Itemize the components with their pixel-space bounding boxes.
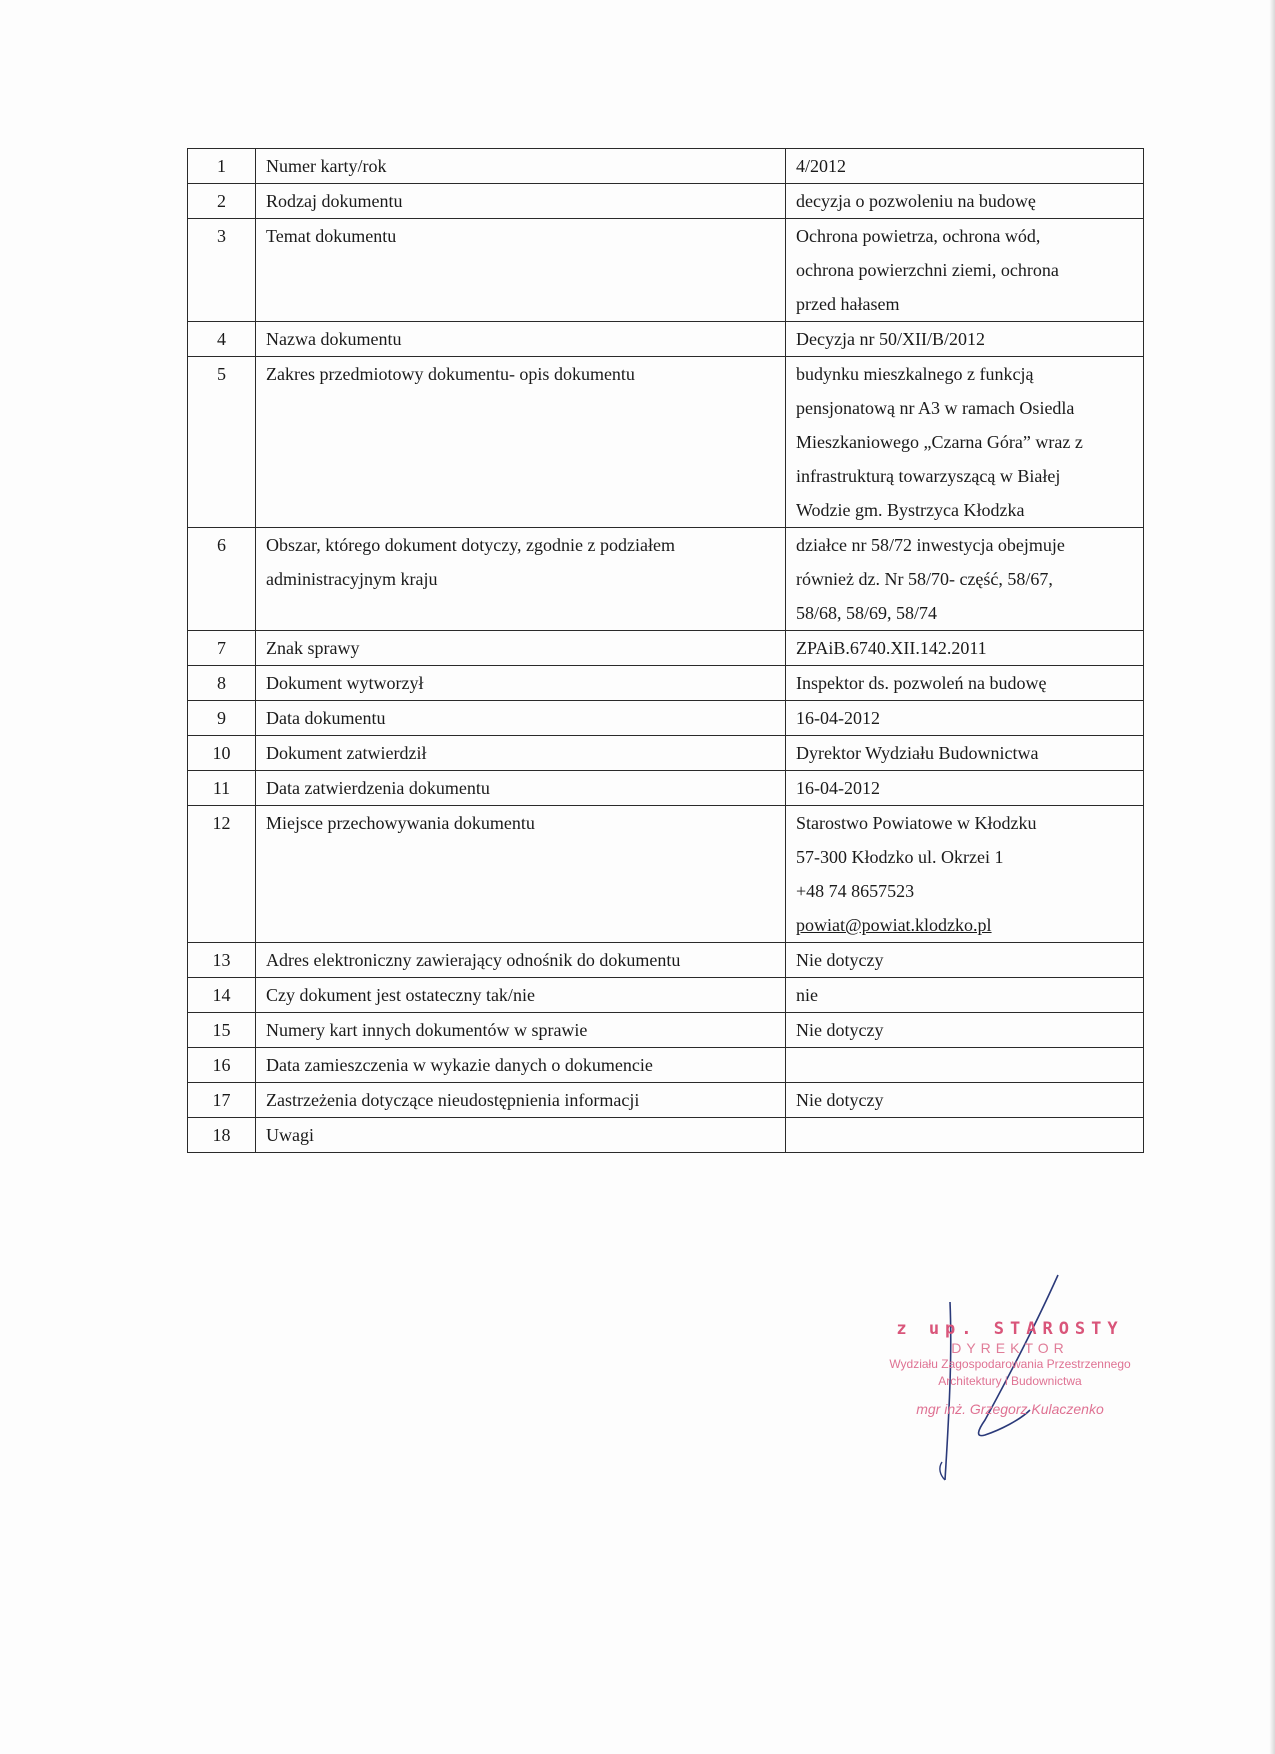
row-label: Data zatwierdzenia dokumentu <box>256 771 786 806</box>
row-value-line: Wodzie gm. Bystrzyca Kłodzka <box>796 500 1025 520</box>
scan-edge-shadow <box>1269 0 1275 1754</box>
row-value-line: Starostwo Powiatowe w Kłodzku <box>796 813 1037 833</box>
row-value <box>786 666 1144 701</box>
table-row <box>188 806 1144 943</box>
row-label: Miejsce przechowywania dokumentu <box>256 806 786 943</box>
row-number: 5 <box>188 357 256 528</box>
row-number: 14 <box>188 978 256 1013</box>
row-value-line: 16-04-2012 <box>796 778 880 798</box>
row-label: Zakres przedmiotowy dokumentu- opis dokumentu <box>256 357 786 528</box>
table-row <box>188 943 1144 978</box>
row-value <box>786 943 1144 978</box>
row-label: Obszar, którego dokument dotyczy, zgodnie z podziałem administracyjnym kraju <box>256 528 786 631</box>
row-number: 12 <box>188 806 256 943</box>
row-label: Dokument wytworzył <box>256 666 786 701</box>
row-value-line: infrastrukturą towarzyszącą w Białej <box>796 466 1061 486</box>
table-row <box>188 736 1144 771</box>
row-value-line: ZPAiB.6740.XII.142.2011 <box>796 638 987 658</box>
row-number: 15 <box>188 1013 256 1048</box>
row-number: 3 <box>188 219 256 322</box>
table-row <box>188 701 1144 736</box>
table-row <box>188 149 1144 184</box>
row-number: 16 <box>188 1048 256 1083</box>
row-label: Znak sprawy <box>256 631 786 666</box>
row-value-line[interactable]: powiat@powiat.klodzko.pl <box>796 915 992 935</box>
row-label: Data dokumentu <box>256 701 786 736</box>
row-value-line: Inspektor ds. pozwoleń na budowę <box>796 673 1047 693</box>
row-value <box>786 149 1144 184</box>
row-number: 18 <box>188 1118 256 1153</box>
row-label: Numery kart innych dokumentów w sprawie <box>256 1013 786 1048</box>
row-value-line: Dyrektor Wydziału Budownictwa <box>796 743 1039 763</box>
row-label: Czy dokument jest ostateczny tak/nie <box>256 978 786 1013</box>
stamp-line-4: Architektury i Budownictwa <box>938 1374 1082 1388</box>
row-value-line: 58/68, 58/69, 58/74 <box>796 603 938 623</box>
row-value-line: nie <box>796 985 818 1005</box>
table-row <box>188 978 1144 1013</box>
document-card-table <box>187 148 1144 1153</box>
row-number: 1 <box>188 149 256 184</box>
official-stamp <box>860 1318 1160 1458</box>
row-value <box>786 631 1144 666</box>
row-value <box>786 219 1144 322</box>
table-row <box>188 1048 1144 1083</box>
row-label: Dokument zatwierdził <box>256 736 786 771</box>
row-label: Rodzaj dokumentu <box>256 184 786 219</box>
row-number: 10 <box>188 736 256 771</box>
row-label: Nazwa dokumentu <box>256 322 786 357</box>
row-label: Numer karty/rok <box>256 149 786 184</box>
row-value <box>786 978 1144 1013</box>
row-number: 7 <box>188 631 256 666</box>
table-row <box>188 631 1144 666</box>
row-value-line: Nie dotyczy <box>796 950 884 970</box>
table-row <box>188 1118 1144 1153</box>
table-row <box>188 771 1144 806</box>
stamp-line-1: z up. STAROSTY <box>896 1319 1124 1339</box>
row-value-line: działce nr 58/72 inwestycja obejmuje <box>796 535 1065 555</box>
row-number: 6 <box>188 528 256 631</box>
row-value <box>786 1118 1144 1153</box>
row-value-line: decyzja o pozwoleniu na budowę <box>796 191 1036 211</box>
row-number: 17 <box>188 1083 256 1118</box>
row-value-line: Decyzja nr 50/XII/B/2012 <box>796 329 985 349</box>
row-value <box>786 184 1144 219</box>
row-number: 8 <box>188 666 256 701</box>
table-row <box>188 219 1144 322</box>
stamp-line-2: DYREKTOR <box>951 1340 1069 1356</box>
row-label: Zastrzeżenia dotyczące nieudostępnienia informacji <box>256 1083 786 1118</box>
row-value <box>786 357 1144 528</box>
row-value <box>786 1083 1144 1118</box>
stamp-line-3: Wydziału Zagospodarowania Przestrzennego <box>889 1357 1131 1371</box>
stamp-signer-name: mgr inż. Grzegorz Kulaczenko <box>916 1401 1104 1417</box>
row-value-line: Ochrona powietrza, ochrona wód, <box>796 226 1041 246</box>
row-number: 9 <box>188 701 256 736</box>
row-value-line: 4/2012 <box>796 156 847 176</box>
row-value-line: Nie dotyczy <box>796 1090 884 1110</box>
row-value <box>786 771 1144 806</box>
table-row <box>188 184 1144 219</box>
row-value-line: Nie dotyczy <box>796 1020 884 1040</box>
row-value <box>786 736 1144 771</box>
row-number: 13 <box>188 943 256 978</box>
table-row <box>188 1083 1144 1118</box>
row-value-line: ochrona powierzchni ziemi, ochrona <box>796 260 1059 280</box>
row-value-line: 16-04-2012 <box>796 708 880 728</box>
row-value-line <box>796 1048 1133 1082</box>
row-value <box>786 701 1144 736</box>
row-value <box>786 322 1144 357</box>
row-value <box>786 528 1144 631</box>
table-row <box>188 1013 1144 1048</box>
row-value <box>786 806 1144 943</box>
row-value <box>786 1048 1144 1083</box>
row-value-line: przed hałasem <box>796 294 900 314</box>
row-label: Temat dokumentu <box>256 219 786 322</box>
row-value <box>786 1013 1144 1048</box>
row-value-line: +48 74 8657523 <box>796 881 915 901</box>
row-value-line: również dz. Nr 58/70- część, 58/67, <box>796 569 1053 589</box>
row-value-line <box>796 1118 1133 1152</box>
row-number: 2 <box>188 184 256 219</box>
row-label: Data zamieszczenia w wykazie danych o dokumencie <box>256 1048 786 1083</box>
row-number: 11 <box>188 771 256 806</box>
row-value-line: budynku mieszkalnego z funkcją <box>796 364 1034 384</box>
row-value-line: Mieszkaniowego „Czarna Góra” wraz z <box>796 432 1083 452</box>
row-value-line: 57-300 Kłodzko ul. Okrzei 1 <box>796 847 1004 867</box>
document-card-body <box>188 149 1144 1153</box>
row-label: Uwagi <box>256 1118 786 1153</box>
table-row <box>188 528 1144 631</box>
row-value-line: pensjonatową nr A3 w ramach Osiedla <box>796 398 1075 418</box>
table-row <box>188 666 1144 701</box>
row-number: 4 <box>188 322 256 357</box>
table-row <box>188 322 1144 357</box>
table-row <box>188 357 1144 528</box>
row-label: Adres elektroniczny zawierający odnośnik do dokumentu <box>256 943 786 978</box>
